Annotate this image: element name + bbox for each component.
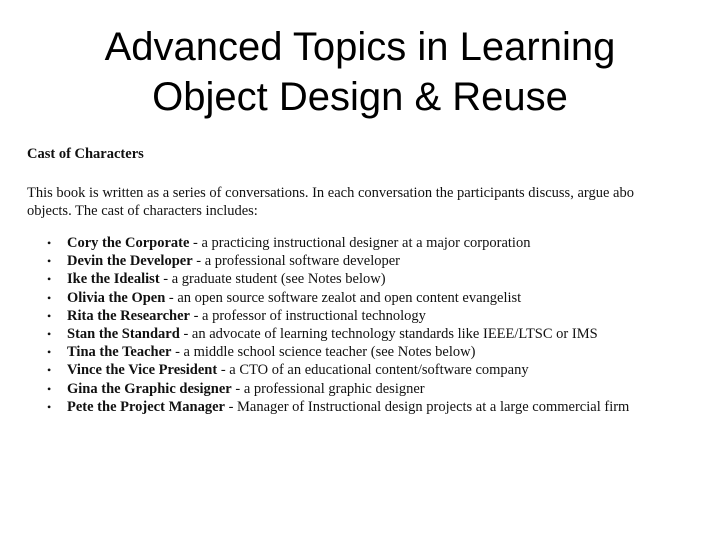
section-heading: Cast of Characters bbox=[27, 146, 144, 162]
list-item bbox=[27, 234, 720, 252]
character-name: Ike the Idealist bbox=[67, 271, 160, 288]
document-excerpt bbox=[27, 146, 720, 416]
character-description: - a CTO of an educational content/software company bbox=[217, 362, 529, 379]
bullet-icon: • bbox=[47, 381, 52, 396]
intro-line-1: This book is written as a series of conversations. In each conversation the participants discuss, argue abo bbox=[27, 185, 634, 201]
list-item bbox=[27, 398, 720, 416]
character-description: - a graduate student (see Notes below) bbox=[159, 271, 386, 288]
list-item bbox=[27, 361, 720, 379]
list-item bbox=[27, 289, 720, 307]
character-name: Olivia the Open bbox=[67, 289, 166, 306]
intro-line-2: objects. The cast of characters includes: bbox=[27, 203, 258, 219]
list-item bbox=[27, 380, 720, 398]
bullet-icon: • bbox=[47, 327, 52, 342]
bullet-icon: • bbox=[47, 254, 52, 269]
slide-title-line-1: Advanced Topics in Learning bbox=[104, 25, 616, 69]
character-name: Tina the Teacher bbox=[67, 344, 172, 361]
intro-paragraph bbox=[27, 184, 720, 220]
bullet-icon: • bbox=[47, 272, 52, 287]
character-name: Stan the Standard bbox=[67, 326, 180, 343]
character-description: - a practicing instructional designer at a major corporation bbox=[189, 235, 531, 251]
character-name: Cory the Corporate bbox=[67, 235, 190, 251]
cast-list bbox=[27, 234, 720, 416]
bullet-icon: • bbox=[47, 236, 52, 250]
character-name: Pete the Project Manager bbox=[67, 398, 225, 415]
character-description: - Manager of Instructional design projects at a large commercial firm bbox=[224, 398, 630, 415]
bullet-icon: • bbox=[47, 363, 52, 378]
character-name: Devin the Developer bbox=[67, 253, 193, 270]
character-name: Vince the Vice President bbox=[67, 362, 218, 379]
character-description: - an advocate of learning technology standards like IEEE/LTSC or IMS bbox=[179, 326, 598, 343]
list-item bbox=[27, 270, 720, 288]
bullet-icon: • bbox=[47, 290, 52, 305]
character-description: - an open source software zealot and open content evangelist bbox=[165, 289, 522, 306]
bullet-icon: • bbox=[47, 399, 52, 414]
character-description: - a middle school science teacher (see Notes below) bbox=[171, 344, 476, 361]
bullet-icon: • bbox=[47, 345, 52, 360]
character-description: - a professor of instructional technology bbox=[189, 307, 426, 324]
character-name: Rita the Researcher bbox=[67, 307, 190, 324]
character-description: - a professional graphic designer bbox=[231, 380, 425, 397]
character-name: Gina the Graphic designer bbox=[67, 380, 232, 397]
character-description: - a professional software developer bbox=[192, 253, 400, 270]
list-item bbox=[27, 252, 720, 270]
slide-title bbox=[0, 22, 720, 122]
list-item bbox=[27, 343, 720, 361]
bullet-icon: • bbox=[47, 308, 52, 323]
list-item bbox=[27, 307, 720, 325]
slide-title-line-2: Object Design & Reuse bbox=[152, 75, 568, 119]
list-item bbox=[27, 325, 720, 343]
